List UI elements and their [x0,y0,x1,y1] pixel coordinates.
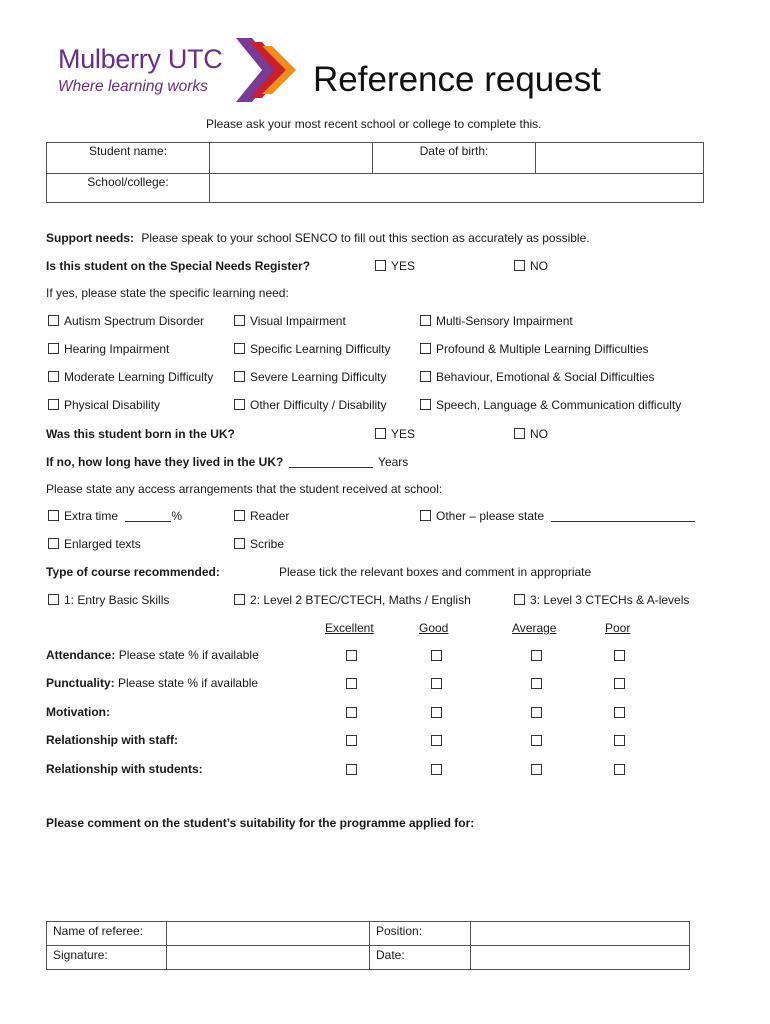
uk-years-field[interactable] [289,467,373,468]
checkbox-icon [234,538,245,549]
rating-note: Please state % if available [118,648,259,662]
date-label: Date: [370,946,471,970]
comment-prompt: Please comment on the student’s suitability for the programme applied for: [46,816,475,830]
need-label: Multi-Sensory Impairment [436,314,573,328]
position-field[interactable] [471,922,690,946]
checkbox-icon [234,315,245,326]
rating-checkbox[interactable] [346,707,357,718]
checkbox-icon [48,594,59,605]
need-option[interactable] [48,342,169,356]
enlarged-texts-option[interactable] [48,537,141,551]
uk-years-line [46,455,408,469]
logo-tagline: Where learning works [58,78,208,95]
checkbox-icon [420,315,431,326]
signature-field[interactable] [167,946,370,970]
dob-label: Date of birth: [373,143,536,174]
checkbox-icon [234,399,245,410]
rating-checkbox[interactable] [346,735,357,746]
checkbox-icon [420,371,431,382]
dob-field[interactable] [536,143,704,174]
uk-question: Was this student born in the UK? [46,427,235,441]
support-note: Please speak to your school SENCO to fill out this section as accurately as possible. [141,231,590,245]
course-option-label: 1: Entry Basic Skills [64,593,170,607]
position-label: Position: [370,922,471,946]
course-option[interactable] [234,593,471,607]
rating-checkbox[interactable] [531,707,542,718]
checkbox-icon [514,428,525,439]
support-needs-line [46,231,590,245]
need-label: Other Difficulty / Disability [250,398,387,412]
checkbox-icon [234,371,245,382]
rating-checkbox[interactable] [531,764,542,775]
need-label: Autism Spectrum Disorder [64,314,205,328]
comment-area[interactable] [46,838,704,914]
need-label: Speech, Language & Communication difficulty [436,398,682,412]
rating-checkbox[interactable] [346,678,357,689]
need-label: Physical Disability [64,398,161,412]
rating-checkbox[interactable] [614,707,625,718]
course-heading: Type of course recommended: [46,565,220,579]
date-field[interactable] [471,946,690,970]
need-label: Visual Impairment [250,314,346,328]
uk-years-question: If no, how long have they lived in the UK? [46,455,284,469]
rating-row-label [46,676,258,690]
school-field[interactable] [210,174,704,203]
checkbox-icon [514,260,525,271]
need-label: Severe Learning Difficulty [250,370,387,384]
checkbox-icon [375,428,386,439]
rating-checkbox[interactable] [431,650,442,661]
uk-yes-option[interactable] [375,427,415,441]
need-option[interactable] [234,398,386,412]
support-heading: Support needs: [46,231,135,245]
need-label: Profound & Multiple Learning Difficulties [436,342,649,356]
scribe-option[interactable] [234,537,284,551]
checkbox-icon [48,371,59,382]
rating-label: Attendance: [46,648,116,662]
need-label: Behaviour, Emotional & Social Difficulties [436,370,655,384]
checkbox-icon [234,510,245,521]
need-option[interactable] [234,314,346,328]
sen-yes-label: YES [391,259,416,273]
rating-checkbox[interactable] [431,764,442,775]
rating-column-poor: Poor [605,621,631,635]
course-option[interactable] [514,593,689,607]
checkbox-icon [420,343,431,354]
checkbox-icon [420,399,431,410]
rating-checkbox[interactable] [431,707,442,718]
course-note: Please tick the relevant boxes and comment in appropriate [279,565,592,579]
uk-no-label: NO [530,427,548,441]
checkbox-icon [234,594,245,605]
sen-no-label: NO [530,259,548,273]
rating-checkbox[interactable] [531,650,542,661]
rating-checkbox[interactable] [431,678,442,689]
need-option[interactable] [234,342,391,356]
checkbox-icon [420,510,431,521]
scribe-label: Scribe [250,537,285,551]
need-label: Moderate Learning Difficulty [64,370,214,384]
student-details-table [46,142,704,203]
rating-checkbox[interactable] [614,764,625,775]
rating-note: Please state % if available [118,676,259,690]
other-access-option[interactable] [420,509,695,523]
rating-label: Motivation: [46,705,110,719]
student-name-field[interactable] [210,143,373,174]
need-option[interactable] [234,370,387,384]
checkbox-icon [375,260,386,271]
rating-checkbox[interactable] [531,735,542,746]
need-option[interactable] [420,342,649,356]
checkbox-icon [234,343,245,354]
need-option[interactable] [48,370,213,384]
rating-label: Punctuality: [46,676,115,690]
other-access-label: Other – please state [436,509,545,523]
other-access-field[interactable] [551,521,695,522]
extra-time-option[interactable] [48,509,182,523]
instruction-text: Please ask your most recent school or college to complete this. [206,117,542,131]
rating-column-excellent: Excellent [325,621,374,635]
rating-column-average: Average [512,621,557,635]
need-option[interactable] [48,398,160,412]
access-prompt: Please state any access arrangements that the student received at school: [46,482,443,496]
checkbox-icon [48,343,59,354]
rating-checkbox[interactable] [614,735,625,746]
checkbox-icon [48,315,59,326]
need-option[interactable] [420,370,655,384]
need-label: Specific Learning Difficulty [250,342,391,356]
school-label: School/college: [47,174,210,203]
checkbox-icon [48,538,59,549]
rating-checkbox[interactable] [531,678,542,689]
rating-checkbox[interactable] [346,764,357,775]
enlarged-texts-label: Enlarged texts [64,537,141,551]
rating-label: Relationship with students: [46,762,203,776]
sen-yes-option[interactable] [375,259,415,273]
reader-option[interactable] [234,509,289,523]
checkbox-icon [48,510,59,521]
sen-no-option[interactable] [514,259,548,273]
course-option-label: 2: Level 2 BTEC/CTECH, Maths / English [250,593,471,607]
rating-checkbox[interactable] [614,678,625,689]
extra-time-label: Extra time [64,509,119,523]
checkbox-icon [514,594,525,605]
chevron-logo-icon [232,34,304,106]
rating-checkbox[interactable] [431,735,442,746]
specific-need-prompt: If yes, please state the specific learning need: [46,286,289,300]
sen-question: Is this student on the Special Needs Register? [46,259,311,273]
need-option[interactable] [420,314,573,328]
uk-yes-label: YES [391,427,416,441]
rating-checkbox[interactable] [346,650,357,661]
page-title: Reference request [313,60,601,99]
reader-label: Reader [250,509,290,523]
rating-checkbox[interactable] [614,650,625,661]
uk-no-option[interactable] [514,427,548,441]
rating-label: Relationship with staff: [46,733,178,747]
need-option[interactable] [48,314,204,328]
course-option[interactable] [48,593,169,607]
years-label: Years [378,455,409,469]
checkbox-icon [48,399,59,410]
percent-label: % [171,509,183,523]
referee-name-label: Name of referee: [47,922,167,946]
student-name-label: Student name: [47,143,210,174]
rating-column-good: Good [419,621,449,635]
referee-table [46,921,690,970]
signature-label: Signature: [47,946,167,970]
extra-time-field[interactable] [125,521,171,522]
course-option-label: 3: Level 3 CTECHs & A-levels [530,593,690,607]
need-label: Hearing Impairment [64,342,170,356]
logo-name: Mulberry UTC [58,44,223,74]
rating-row-label [46,648,259,662]
need-option[interactable] [420,398,681,412]
referee-name-field[interactable] [167,922,370,946]
